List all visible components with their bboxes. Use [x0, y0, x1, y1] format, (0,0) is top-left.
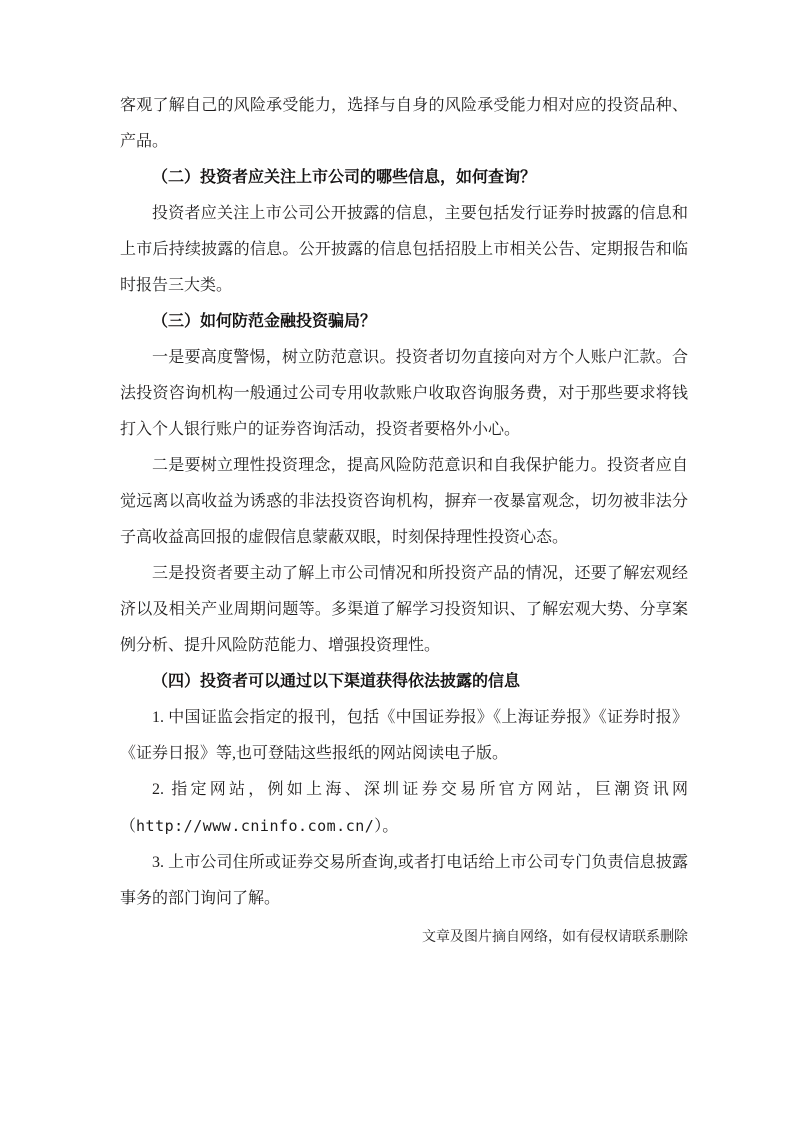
section-3-point-3: 三是投资者要主动了解上市公司情况和所投资产品的情况，还要了解宏观经济以及相关产业周期问题等。多渠道了解学习投资知识、了解宏观大势、分享案例分析、提升风险防范能力、增强投资理性。: [120, 565, 688, 654]
section-2-heading: （二）投资者应关注上市公司的哪些信息，如何查询？: [152, 169, 537, 186]
channel-2-closing: ）。: [374, 818, 399, 835]
section-4-heading: （四）投资者可以通过以下渠道获得依法披露的信息: [152, 673, 521, 690]
section-3-point-2: 二是要树立理性投资理念，提高风险防范意识和自我保护能力。投资者应自觉远离以高收益为诱惑的非法投资咨询机构，摒弃一夜暴富观念，切勿被非法分子高收益高回报的虚假信息蒙蔽双眼，时刻保持理性投资心态。: [120, 457, 688, 546]
section-2-paragraph: 投资者应关注上市公司公开披露的信息，主要包括发行证券时披露的信息和上市后持续披露的信息。公开披露的信息包括招股上市相关公告、定期报告和临时报告三大类。: [120, 205, 688, 294]
attribution-note: 文章及图片摘自网络，如有侵权请联系删除: [422, 930, 688, 945]
channel-2-text: 2. 指定网站，例如上海、深圳证券交易所官方网站，巨潮资讯网（: [120, 781, 688, 835]
section-4-channel-2: [120, 772, 688, 845]
section-3-heading: （三）如何防范金融投资骗局？: [152, 313, 377, 330]
section-4-channel-3: 3. 上市公司住所或证券交易所查询,或者打电话给上市公司专门负责信息披露事务的部门询问了解。: [120, 854, 688, 907]
paragraph-risk-tolerance: 客观了解自己的风险承受能力，选择与自身的风险承受能力相对应的投资品种、产品。: [120, 97, 688, 150]
section-4-channel-1: 1. 中国证监会指定的报刊，包括《中国证券报》《上海证券报》《证券时报》《证券日报》等,也可登陆这些报纸的网站阅读电子版。: [120, 709, 688, 762]
section-3-point-1: 一是要高度警惕，树立防范意识。投资者切勿直接向对方个人账户汇款。合法投资咨询机构一般通过公司专用收款账户收取咨询服务费，对于那些要求将钱打入个人银行账户的证券咨询活动，投资者要格外小心。: [120, 349, 688, 438]
cninfo-url: http://www.cninfo.com.cn/: [136, 817, 375, 835]
